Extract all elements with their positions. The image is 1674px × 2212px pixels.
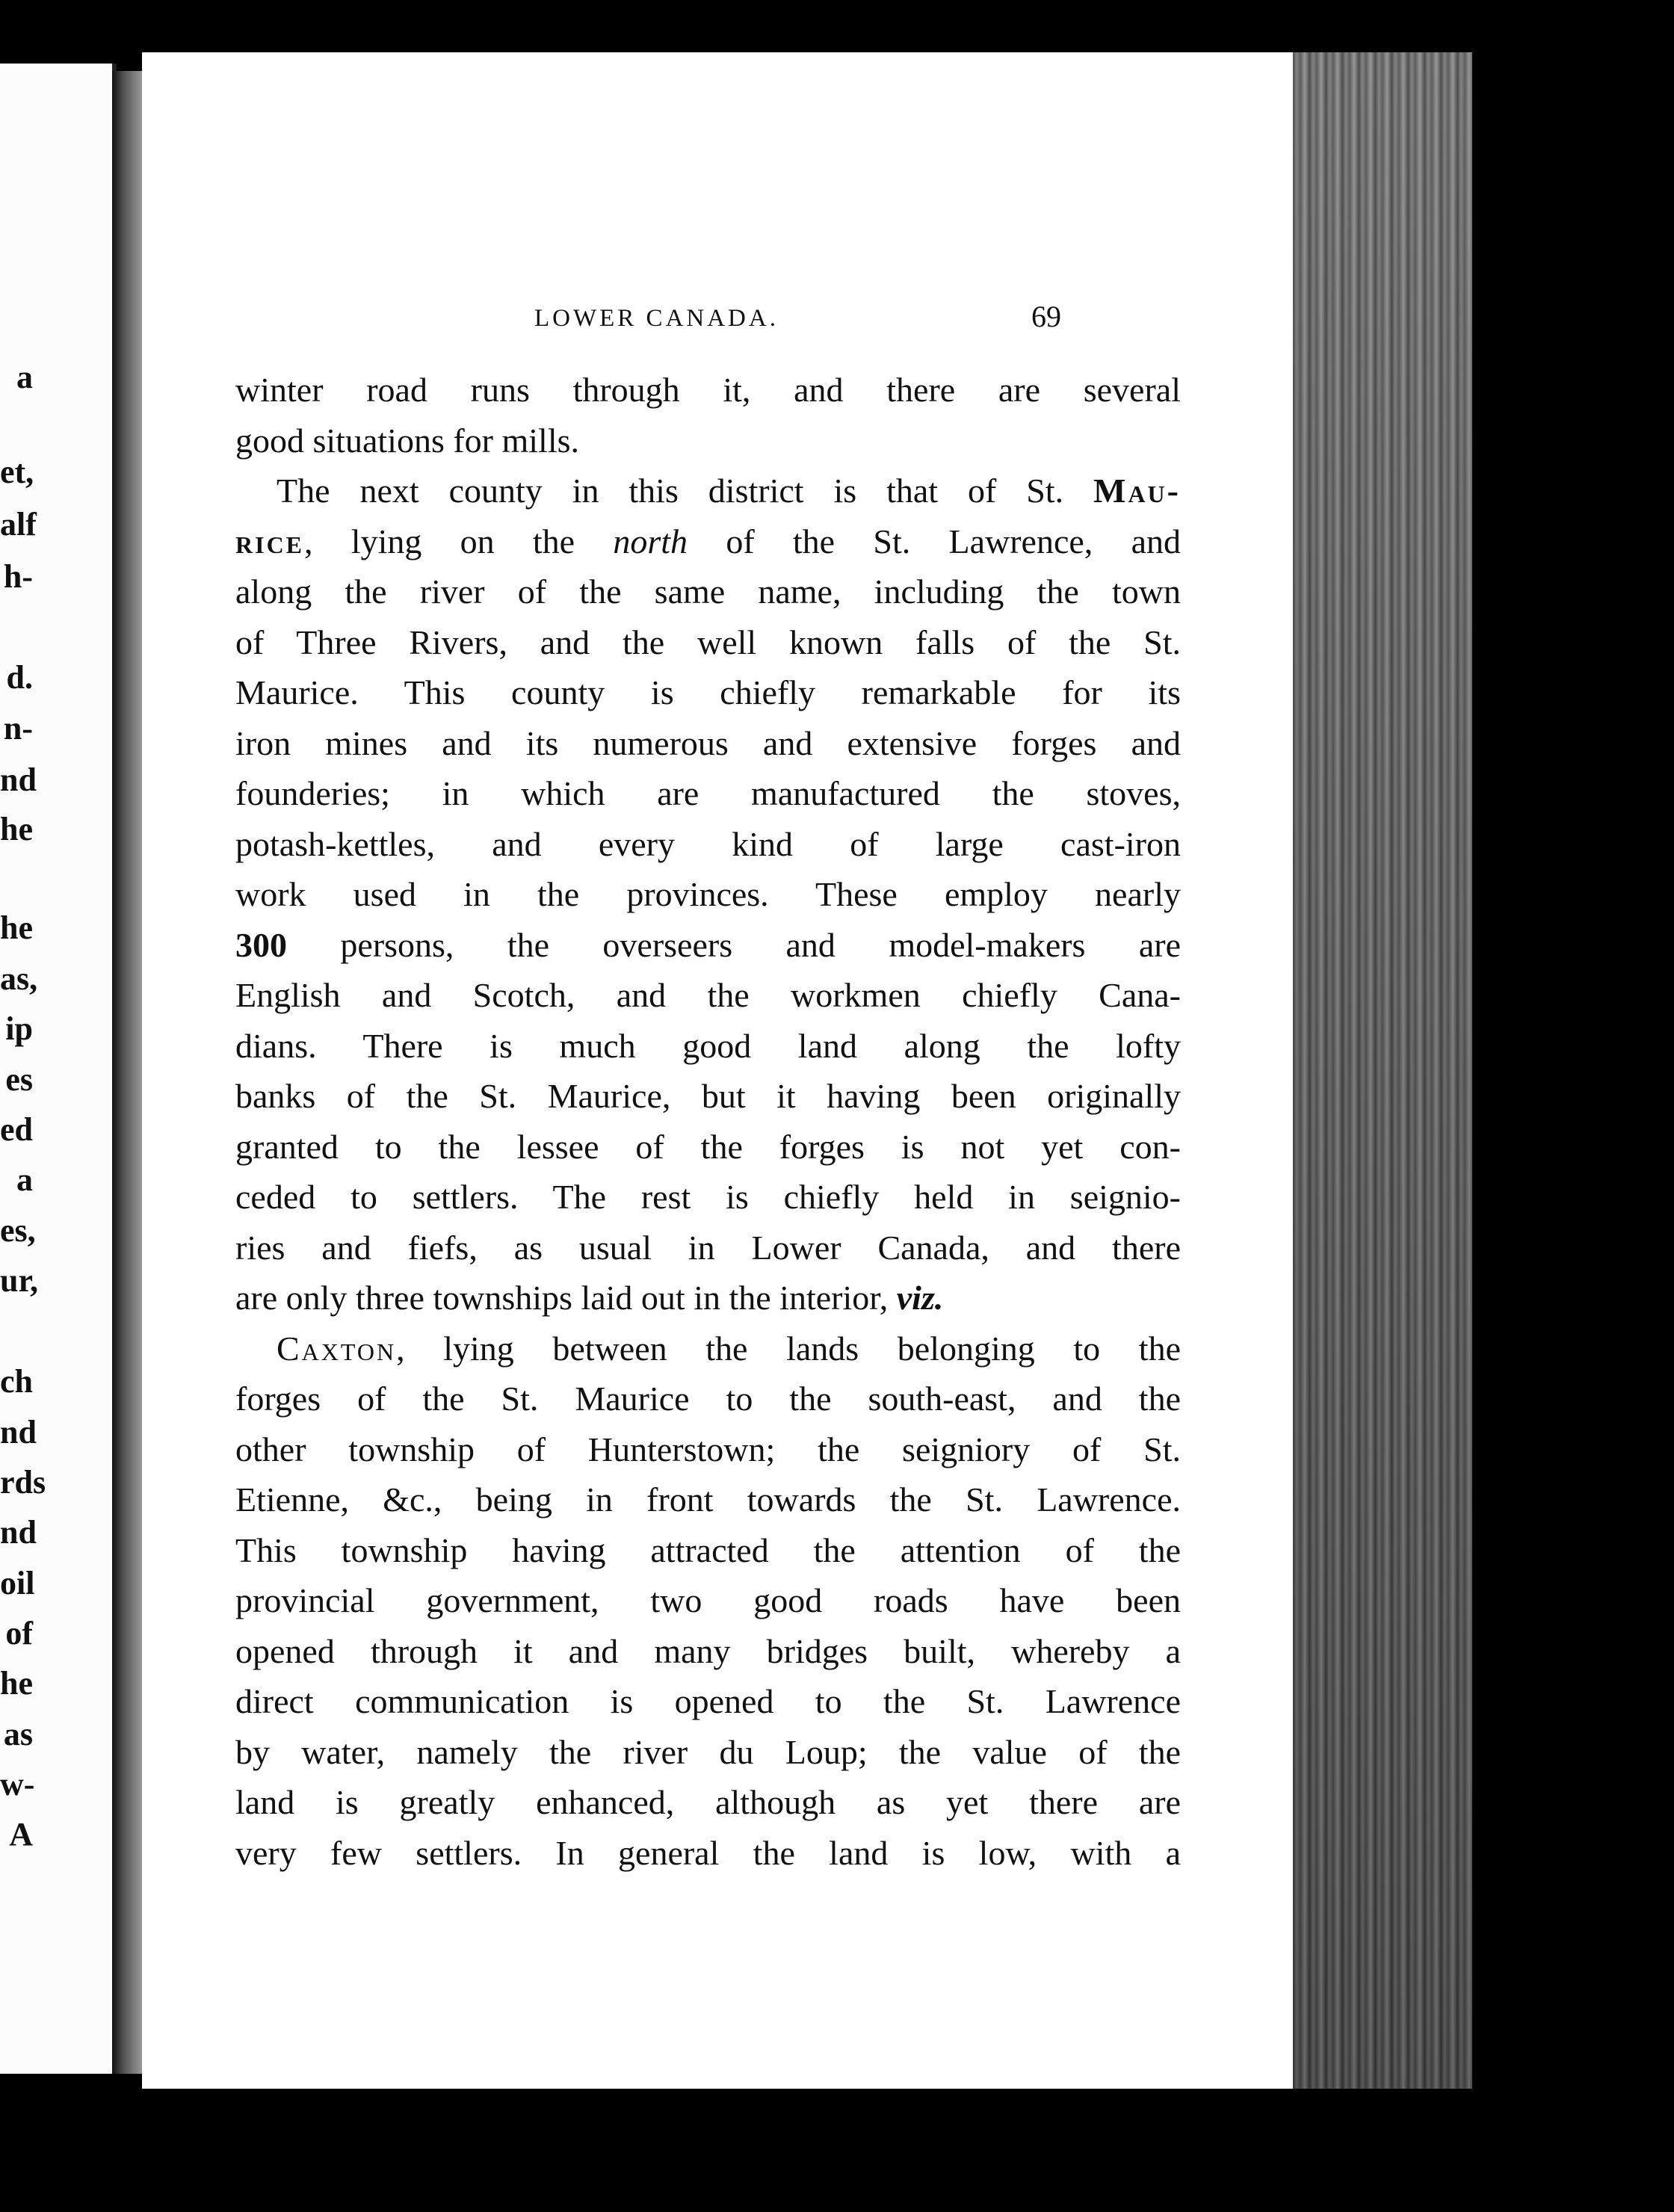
left-margin-fragment: ip <box>5 1010 33 1047</box>
text-line: This township having attracted the attention of the <box>235 1530 1181 1569</box>
text-line: by water, namely the river du Loup; the value of the <box>235 1732 1181 1771</box>
left-margin-fragment: et, <box>0 454 34 490</box>
body-text <box>235 365 1181 1878</box>
left-margin-fragment: d. <box>6 659 33 696</box>
text-line: Maurice. This county is chiefly remarkable for its <box>235 673 1181 711</box>
text-line: 300 persons, the overseers and model-makers are <box>235 925 1181 964</box>
text-line: Caxton, lying between the lands belonging to the <box>277 1329 1181 1368</box>
left-margin-fragment: h- <box>3 558 33 595</box>
running-head <box>142 299 1293 344</box>
text-line: forges of the St. Maurice to the south-east, and the <box>235 1380 1181 1418</box>
text-line: ries and fiefs, as usual in Lower Canada, and there <box>235 1228 1181 1267</box>
text-line: ceded to settlers. The rest is chiefly held in seignio- <box>235 1178 1181 1216</box>
left-margin-fragment: he <box>0 811 33 847</box>
left-margin-fragment: a <box>16 1161 33 1198</box>
left-margin-fragment: of <box>5 1615 33 1652</box>
left-margin-fragment: as <box>3 1716 33 1752</box>
text-line: of Three Rivers, and the well known falls of the St. <box>235 622 1181 661</box>
left-margin-fragment: nd <box>0 761 37 798</box>
text-line: granted to the lessee of the forges is not yet con- <box>235 1127 1181 1166</box>
text-line: opened through it and many bridges built, whereby a <box>235 1631 1181 1670</box>
text-line: work used in the provinces. These employ nearly <box>235 875 1181 913</box>
left-margin-fragment: alf <box>0 506 37 543</box>
left-margin-fragment: he <box>0 909 33 946</box>
text-line: are only three townships laid out in the interior, viz. <box>235 1279 944 1317</box>
text-line: Etienne, &c., being in front towards the St. Lawrence. <box>235 1480 1181 1519</box>
left-page <box>0 64 117 2074</box>
header-title: LOWER CANADA. <box>534 305 779 332</box>
left-margin-fragment: w- <box>0 1766 35 1802</box>
left-margin-fragment: es <box>5 1061 33 1098</box>
page-number: 69 <box>1031 300 1061 333</box>
text-line: founderies; in which are manufactured the stoves, <box>235 774 1181 812</box>
left-margin-fragment: es, <box>0 1212 36 1249</box>
text-line: direct communication is opened to the St. Lawrence <box>235 1682 1181 1720</box>
text-line: English and Scotch, and the workmen chiefly Cana- <box>235 976 1181 1014</box>
left-margin-fragment: as, <box>0 960 38 997</box>
left-margin-fragment: ed <box>0 1111 33 1148</box>
text-line: dians. There is much good land along the lofty <box>235 1026 1181 1065</box>
text-line: very few settlers. In general the land is low, with a <box>235 1833 1181 1872</box>
text-line: provincial government, two good roads have been <box>235 1581 1181 1619</box>
left-margin-fragment: A <box>9 1816 33 1853</box>
text-line: winter road runs through it, and there are several <box>235 371 1181 409</box>
text-line: other township of Hunterstown; the seigniory of St. <box>235 1430 1181 1468</box>
text-line: land is greatly enhanced, although as yet there are <box>235 1783 1181 1821</box>
left-margin-fragment: oil <box>0 1565 35 1601</box>
left-margin-fragment: ur, <box>0 1262 38 1299</box>
text-line: The next county in this district is that of St. Mau- <box>277 472 1181 510</box>
book-gutter <box>112 71 142 2074</box>
left-margin-fragment: n- <box>3 710 33 747</box>
text-line: potash-kettles, and every kind of large cast-iron <box>235 824 1181 863</box>
left-margin-fragment: rds <box>0 1464 46 1501</box>
text-line: along the river of the same name, including the town <box>235 572 1181 611</box>
text-line: iron mines and its numerous and extensive forges and <box>235 723 1181 762</box>
text-line: rice, lying on the north of the St. Lawrence, and <box>235 522 1181 560</box>
right-page <box>142 52 1293 2089</box>
left-margin-fragment: ch <box>0 1363 33 1400</box>
left-margin-fragment: nd <box>0 1414 37 1451</box>
page-fore-edge <box>1293 52 1472 2089</box>
left-margin-fragment: a <box>16 359 33 395</box>
left-margin-fragment: he <box>0 1665 33 1702</box>
left-margin-fragment: nd <box>0 1514 37 1551</box>
text-line: banks of the St. Maurice, but it having been originally <box>235 1077 1181 1115</box>
text-line: good situations for mills. <box>235 421 579 460</box>
